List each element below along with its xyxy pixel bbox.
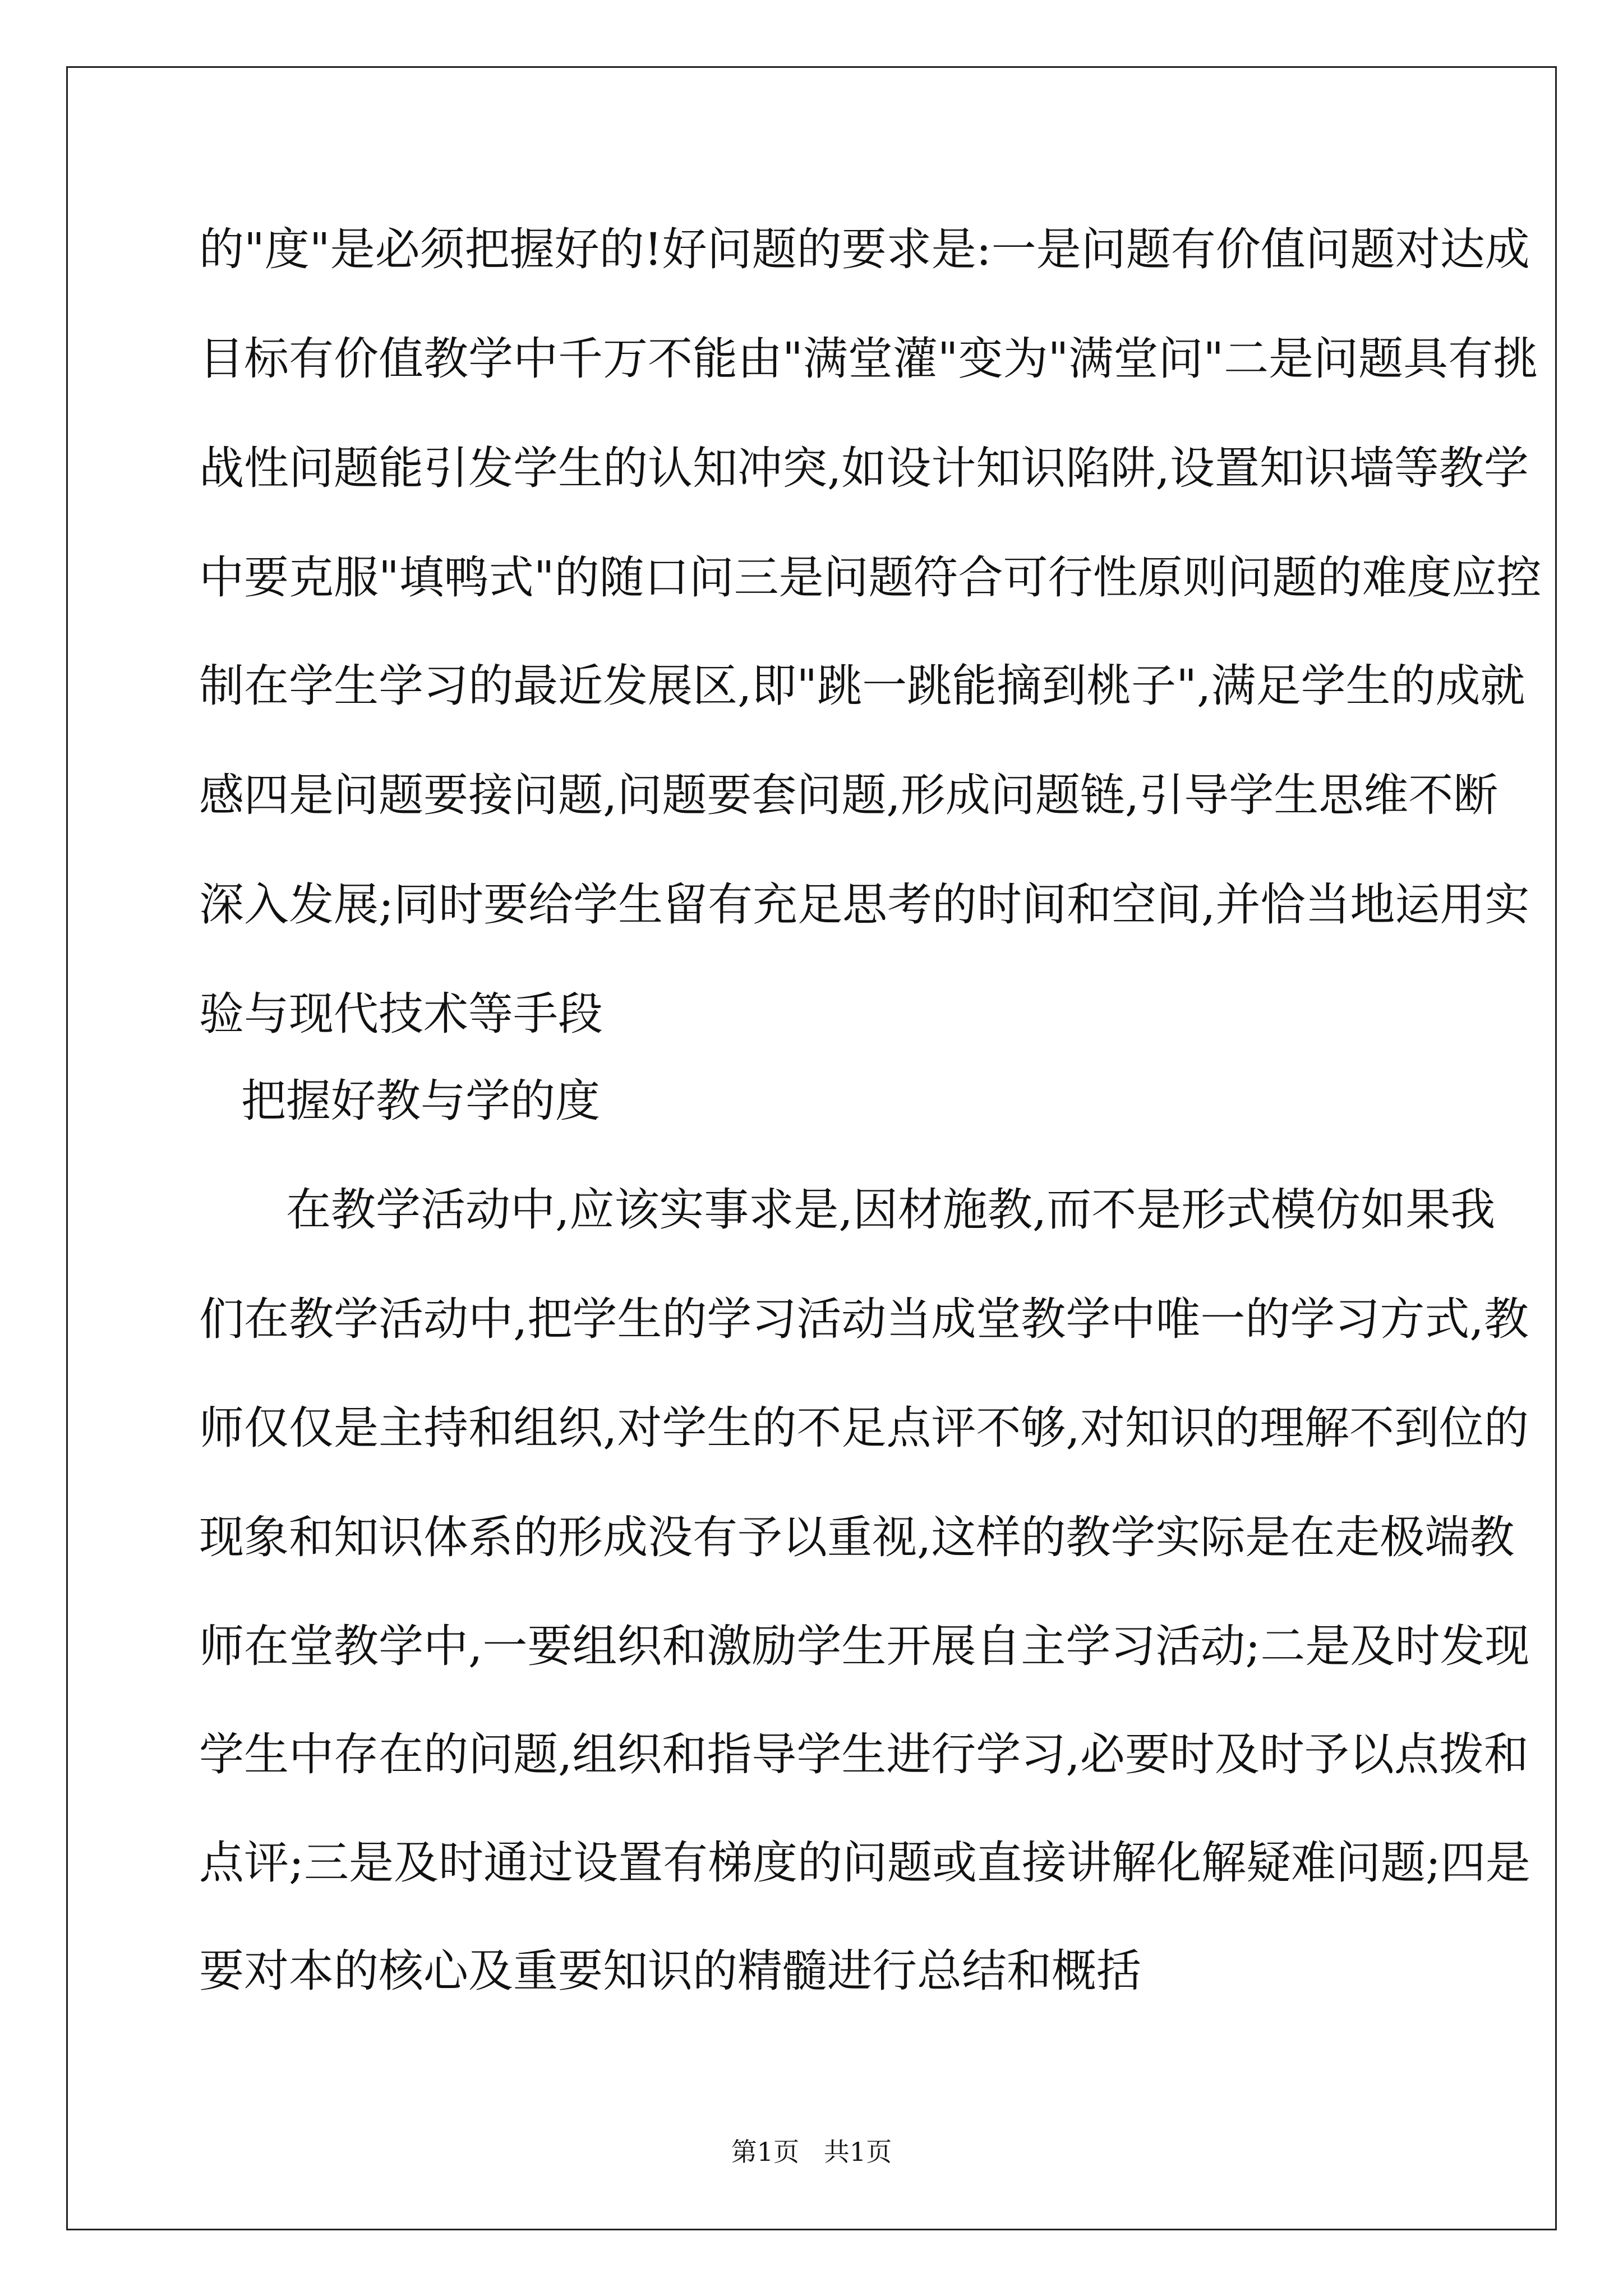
paragraph-line: 中要克服"填鸭式"的随口问三是问题符合可行性原则问题的难度应控 bbox=[199, 551, 1542, 604]
paragraph-line: 们在教学活动中,把学生的学习活动当成堂教学中唯一的学习方式,教 bbox=[199, 1293, 1529, 1345]
page-border bbox=[66, 66, 1557, 2230]
paragraph-line: 制在学生学习的最近发展区,即"跳一跳能摘到桃子",满足学生的成就 bbox=[199, 660, 1525, 712]
paragraph-line: 现象和知识体系的形成没有予以重视,这样的教学实际是在走极端教 bbox=[199, 1511, 1515, 1563]
paragraph-line: 学生中存在的问题,组织和指导学生进行学习,必要时及时予以点拨和 bbox=[199, 1728, 1529, 1780]
paragraph-line: 感四是问题要接问题,问题要套问题,形成问题链,引导学生思维不断 bbox=[199, 769, 1498, 821]
section-heading: 把握好教与学的度 bbox=[241, 1075, 600, 1127]
paragraph-line: 要对本的核心及重要知识的精髓进行总结和概括 bbox=[199, 1945, 1141, 1997]
paragraph-line: 战性问题能引发学生的认知冲突,如设计知识陷阱,设置知识墙等教学 bbox=[199, 442, 1529, 494]
paragraph-line: 目标有价值教学中千万不能由"满堂灌"变为"满堂问"二是问题具有挑 bbox=[199, 333, 1538, 385]
paragraph-line: 在教学活动中,应该实事求是,因材施教,而不是形式模仿如果我 bbox=[286, 1184, 1496, 1236]
paragraph-line: 的"度"是必须把握好的!好问题的要求是:一是问题有价值问题对达成 bbox=[199, 223, 1530, 275]
paragraph-line: 深入发展;同时要给学生留有充足思考的时间和空间,并恰当地运用实 bbox=[199, 878, 1530, 931]
paragraph-line: 验与现代技术等手段 bbox=[199, 988, 603, 1040]
paragraph-line: 点评;三是及时通过设置有梯度的问题或直接讲解化解疑难问题;四是 bbox=[199, 1837, 1530, 1889]
page-footer: 第1页 共1页 bbox=[731, 2137, 892, 2167]
paragraph-line: 师仅仅是主持和组织,对学生的不足点评不够,对知识的理解不到位的 bbox=[199, 1402, 1529, 1454]
paragraph-line: 师在堂教学中,一要组织和激励学生开展自主学习活动;二是及时发现 bbox=[199, 1620, 1530, 1672]
